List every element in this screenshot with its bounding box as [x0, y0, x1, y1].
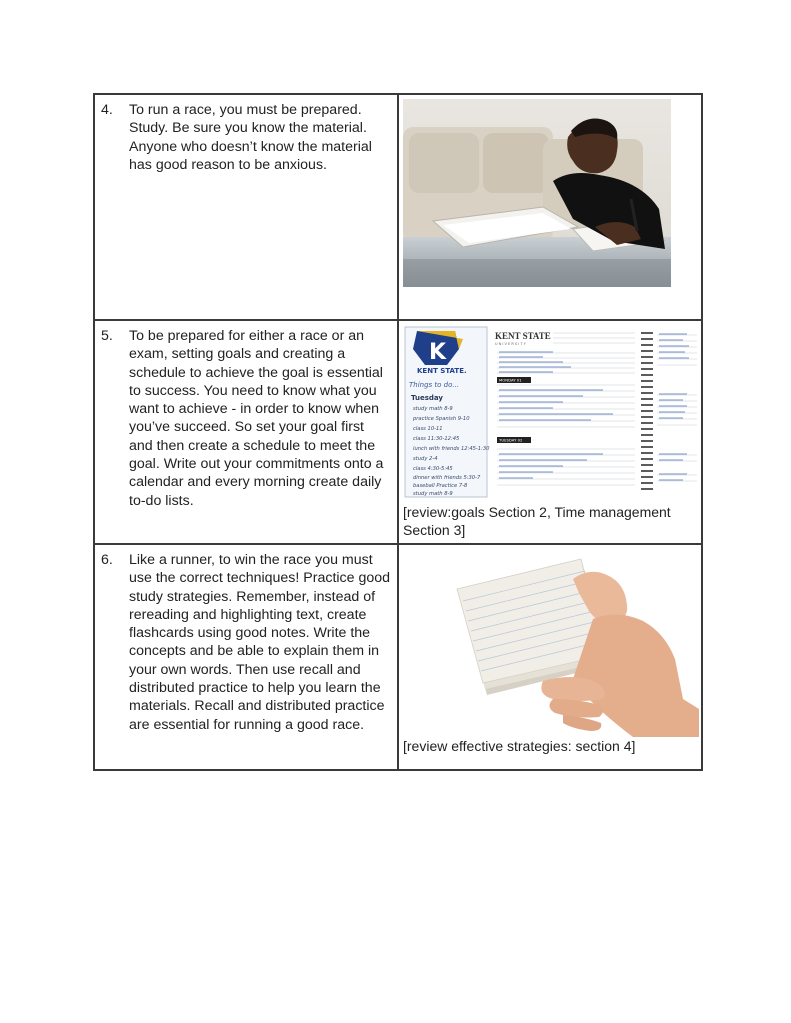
- todo-item: practice Spanish 9-10: [413, 416, 470, 422]
- todo-item: class 4:30-5:45: [413, 466, 453, 472]
- todo-item: lunch with friends 12:45-1:30: [413, 446, 490, 452]
- table-row: [94, 94, 702, 320]
- monday-label: MONDAY 01: [499, 377, 522, 383]
- item-text: Like a runner, to win the race you must use the correct techniques! Practice good study strategies. Remember, instead of rereading and highlighting text, create flashcards using good notes. Write the concepts and be able to explain them in your own words. Then use recall and distributed practice to help you learn the materials. Recall and distributed practice are essential for running a good race.: [129, 552, 391, 733]
- table-row: [94, 544, 702, 770]
- image-cell: [398, 320, 702, 544]
- image-cell: [398, 94, 702, 320]
- todo-item: study math 8-9: [413, 491, 453, 497]
- todo-item: class 11:30-12:45: [413, 436, 460, 442]
- image-cell: [398, 544, 702, 770]
- planner-brand-sub: U N I V E R S I T Y: [495, 342, 526, 346]
- tuesday-label: TUESDAY 02: [499, 437, 523, 443]
- text-cell: [94, 320, 398, 544]
- todo-title: Things to do...: [409, 381, 460, 389]
- todo-item: study math 8-9: [413, 406, 453, 412]
- item-text: To run a race, you must be prepared. Study. Be sure you know the material. Anyone who doesn’t know the material has good reason to be anxious.: [129, 102, 372, 173]
- content-table: [93, 93, 703, 771]
- todo-item: study 2-4: [413, 456, 438, 462]
- student-studying-photo: [403, 99, 671, 287]
- table-row: [94, 320, 702, 544]
- text-cell: [94, 94, 398, 320]
- todo-item: dinner with friends 5:30-7: [413, 475, 481, 481]
- spiral-binding: [641, 327, 653, 497]
- todo-item: class 10-11: [413, 426, 443, 432]
- logo-text: KENT STATE.: [417, 367, 467, 375]
- planner-brand: KENT STATE: [495, 331, 551, 341]
- flashcards-in-hand-photo: [403, 549, 699, 737]
- image-caption: [review:goals Section 2, Time management Section 3]: [403, 504, 671, 538]
- item-number: 5.: [101, 328, 113, 344]
- item-number: 4.: [101, 102, 113, 118]
- planner-image: [403, 325, 699, 503]
- logo-letter: K: [429, 340, 447, 365]
- item-number: 6.: [101, 552, 113, 568]
- item-text: To be prepared for either a race or an exam, setting goals and creating a schedule to achieve the goal is essential to success. You need to know what you want to achieve - in order to know when you’ve succeed. So set your goal first and then create a schedule to meet the goal. Write out your commitments onto a calendar and every morning create daily to-do lists.: [129, 328, 384, 509]
- image-caption: [review effective strategies: section 4]: [403, 738, 636, 754]
- text-cell: [94, 544, 398, 770]
- todo-day: Tuesday: [411, 394, 443, 402]
- todo-item: baseball Practice 7-8: [413, 483, 468, 489]
